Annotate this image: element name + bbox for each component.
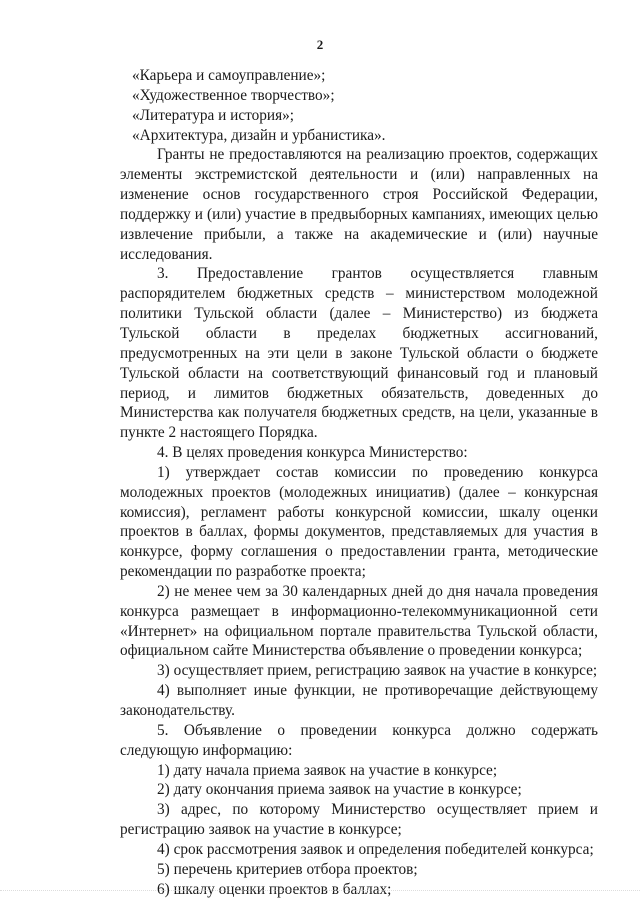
list-item-art: «Художественное творчество»;: [132, 86, 335, 104]
document-body: [120, 66, 598, 899]
paragraph-5-1-start-date: 1) дату начала приема заявок на участие в конкурсе;: [157, 761, 498, 779]
paragraph-4-4-other-functions: 4) выполняет иные функции, не противоречащие действующему законодательству.: [120, 682, 598, 719]
paragraph-4-ministry-duties: 4. В целях проведения конкурса Министерство:: [157, 444, 468, 462]
paragraph-4-3-registration: 3) осуществляет прием, регистрацию заявок на участие в конкурсе;: [157, 662, 598, 680]
page-number: 2: [316, 37, 324, 52]
paragraph-grant-restrictions: Гранты не предоставляются на реализацию проектов, содержащих элементы экстремистской деятельности и (или) направленных на изменение основ государственного строя Российской Федерации, поддержку и (или) участие в предвыборных кампаниях, имеющих целью извлечение прибыли, а также на академические и (или) научные исследования.: [120, 146, 598, 263]
paragraph-5-4-review-period: 4) срок рассмотрения заявок и определения победителей конкурса;: [157, 840, 594, 858]
paragraph-4-1-commission: 1) утверждает состав комиссии по проведению конкурса молодежных проектов (молодежных инициатив) (далее – конкурсная комиссия), регламент работы конкурсной комиссии, шкалу оценки проектов в баллах, формы документов, представляемых для участия в конкурсе, форму соглашения о предоставлении гранта, методические рекомендации по разработке проекта;: [120, 463, 598, 581]
list-item-career: «Карьера и самоуправление»;: [132, 67, 326, 84]
paragraph-5-3-address: 3) адрес, по которому Министерство осуществляет прием и регистрацию заявок на участие в конкурсе;: [120, 801, 598, 839]
list-item-architecture: «Архитектура, дизайн и урбанистика».: [132, 126, 386, 144]
paragraph-3-grant-provision: 3. Предоставление грантов осуществляется главным распорядителем бюджетных средств – министерством молодежной политики Тульской области (далее – Министерство) из бюджета Тульской области в пределах бюджетных ассигнований, предусмотренных на эти цели в законе Тульской области о бюджете Тульской области на соответствующий финансовый год и плановый период, и лимитов бюджетных обязательств, доведенных до Министерства как получателя бюджетных средств, на цели, указанные в пункте 2 настоящего Порядка.: [120, 265, 598, 442]
paragraph-5-2-end-date: 2) дату окончания приема заявок на участие в конкурсе;: [157, 781, 522, 799]
list-item-literature: «Литература и история»;: [132, 106, 295, 124]
paragraph-5-6-scoring: 6) шкалу оценки проектов в баллах;: [157, 880, 392, 898]
paragraph-5-announcement-content: 5. Объявление о проведении конкурса должно содержать следующую информацию:: [120, 721, 598, 759]
scan-artifact-dots: [0, 890, 640, 897]
paragraph-5-5-criteria: 5) перечень критериев отбора проектов;: [157, 860, 418, 878]
paragraph-4-2-announcement: 2) не менее чем за 30 календарных дней до дня начала проведения конкурса размещает в информационно-телекоммуникационной сети «Интернет» на официальном портале правительства Тульской области, официальном сайте Министерства объявление о проведении конкурса;: [120, 582, 598, 660]
